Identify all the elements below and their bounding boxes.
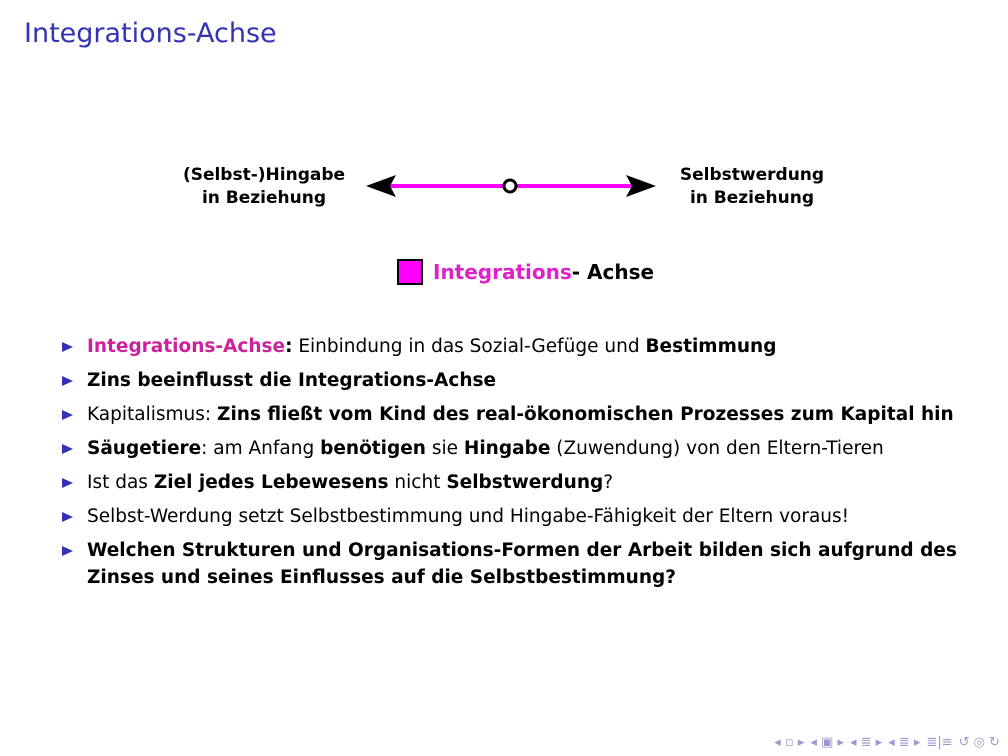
list-item — [62, 333, 962, 360]
axis-right-label — [660, 164, 844, 210]
bullet-bold: Hingabe — [463, 438, 551, 459]
prev-subsection-icon[interactable]: ◂ ▣ ▸ — [810, 735, 844, 750]
bullet-text: Ist das — [87, 472, 154, 493]
axis-center-point — [504, 180, 516, 192]
axis-right-label-line2: in Beziehung — [689, 188, 815, 208]
next-section-icon[interactable]: ◂ ≣ ▸ — [888, 735, 921, 750]
axis-left-label — [170, 164, 358, 210]
bullet-list — [62, 333, 962, 598]
legend-highlight: Integrations — [433, 260, 572, 284]
appendix-icon[interactable]: ≣|≡ — [926, 735, 953, 750]
list-item — [62, 435, 962, 462]
bullet-bold: Bestimmung — [645, 336, 777, 357]
axis-left-label-line1: (Selbst-)Hingabe — [182, 165, 346, 185]
bullet-text: sie — [425, 438, 464, 459]
bullet-bold: Zins fließt vom Kind des real-ökonomischen Prozesses zum Kapital hin — [217, 404, 954, 425]
bullet-text: : am Anfang — [201, 438, 321, 459]
bullet-text: Einbindung in das Sozial-Gefüge und — [292, 336, 646, 357]
list-item — [62, 469, 962, 496]
search-icon[interactable]: ↺ ◎ ↻ — [958, 735, 1000, 750]
prev-frame-icon[interactable]: ◂ ▫ ▸ — [774, 735, 805, 750]
axis-left-label-line2: in Beziehung — [201, 188, 327, 208]
legend — [397, 259, 654, 285]
bullet-bold: Ziel jedes Lebewesens — [153, 472, 389, 493]
list-item — [62, 537, 962, 591]
bullet-bold: Zins beeinflusst die Integrations-Achse — [87, 370, 497, 391]
legend-rest: - Achse — [571, 260, 655, 284]
page-title: Integrations-Achse — [24, 18, 277, 49]
bullet-bold: Säugetiere — [87, 438, 202, 459]
bullet-bold: Welchen Strukturen und Organisations-Formen der Arbeit bilden sich aufgrund des Zinses und seines Einflusses auf die Selbstbestimmung? — [87, 540, 957, 588]
bullet-highlight: Integrations-Achse — [87, 336, 286, 357]
beamer-navigation — [774, 735, 1000, 750]
bullet-text: Selbst-Werdung setzt Selbstbestimmung und Hingabe-Fähigkeit der Eltern voraus! — [87, 506, 850, 527]
axis-right-label-line1: Selbstwerdung — [679, 165, 825, 185]
bullet-text: ? — [603, 472, 614, 493]
bullet-colon: : — [285, 336, 293, 357]
bullet-text: Kapitalismus: — [87, 404, 218, 425]
bullet-bold: benötigen — [320, 438, 426, 459]
prev-section-icon[interactable]: ◂ ≣ ▸ — [849, 735, 883, 750]
legend-swatch — [397, 259, 423, 285]
list-item — [62, 367, 962, 394]
bullet-text: (Zuwendung) von den Eltern-Tieren — [550, 438, 884, 459]
list-item — [62, 503, 962, 530]
bullet-bold: Selbstwerdung — [446, 472, 604, 493]
list-item — [62, 401, 962, 428]
bullet-text: nicht — [388, 472, 447, 493]
